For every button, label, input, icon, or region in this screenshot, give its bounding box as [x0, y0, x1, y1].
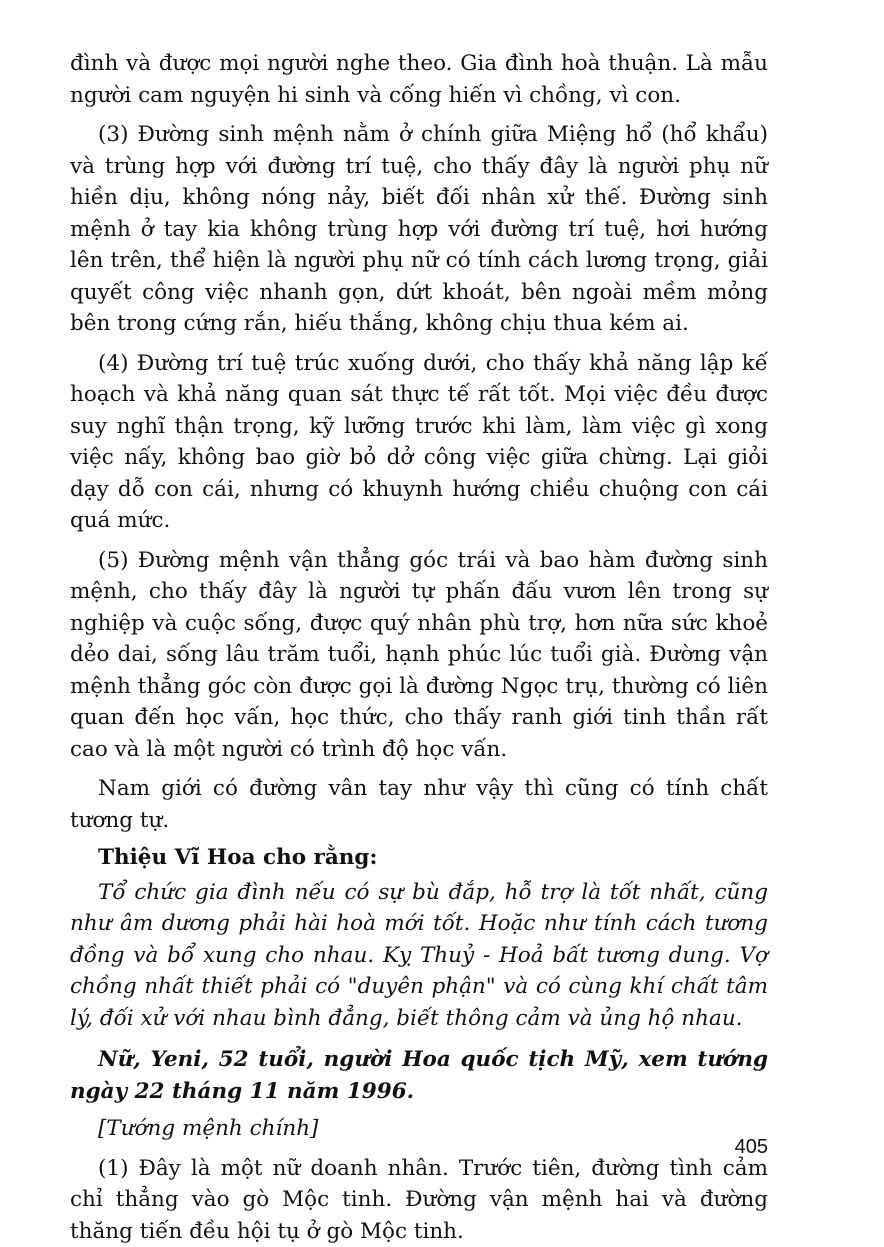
paragraph-5: (5) Đường mệnh vận thẳng góc trái và bao hàm đường sinh mệnh, cho thấy đây là người tự phấn đấu vươn lên trong sự nghiệp và cuộc sống, được quý nhân phù trợ, hơn nữa sức khoẻ dẻo dai, sống lâu trăm tuổi, hạnh phúc lúc tuổi già. Đường vận mệnh thẳng góc còn được gọi là đường Ngọc trụ, thường có liên quan đến học vấn, học thức, cho thấy ranh giới tinh thần rất cao và là một người có trình độ học vấn.: [70, 545, 768, 766]
paragraph-male-note: Nam giới có đường vân tay như vậy thì cũng có tính chất tương tự.: [70, 773, 768, 836]
commentary-text: Tổ chức gia đình nếu có sự bù đắp, hỗ trợ là tốt nhất, cũng như âm dương phải hài hoà mới tốt. Hoặc như tính cách tương đồng và bổ xung cho nhau. Kỵ Thuỷ - Hoả bất tương dung. Vợ chồng nhất thiết phải có "duyên phận" và có cùng khí chất tâm lý, đối xử với nhau bình đẳng, biết thông cảm và ủng hộ nhau.: [70, 877, 768, 1035]
paragraph-4: (4) Đường trí tuệ trúc xuống dưới, cho thấy khả năng lập kế hoạch và khả năng quan sát thực tế rất tốt. Mọi việc đều được suy nghĩ thận trọng, kỹ lưỡng trước khi làm, làm việc gì xong việc nấy, không bao giờ bỏ dở công việc giữa chừng. Lại giỏi dạy dỗ con cái, nhưng có khuynh hướng chiều chuộng con cái quá mức.: [70, 348, 768, 537]
paragraph-3: (3) Đường sinh mệnh nằm ở chính giữa Miệng hổ (hổ khẩu) và trùng hợp với đường trí tuệ, cho thấy đây là người phụ nữ hiền dịu, không nóng nảy, biết đối nhân xử thế. Đường sinh mệnh ở tay kia không trùng hợp với đường trí tuệ, hơi hướng lên trên, thể hiện là người phụ nữ có tính cách lương trọng, giải quyết công việc nhanh gọn, dứt khoát, bên ngoài mềm mỏng bên trong cứng rắn, hiếu thắng, không chịu thua kém ai.: [70, 119, 768, 340]
commentary-heading: Thiệu Vĩ Hoa cho rằng:: [70, 842, 768, 874]
section-label: [Tướng mệnh chính]: [70, 1113, 768, 1145]
paragraph-case-1: (1) Đây là một nữ doanh nhân. Trước tiên, đường tình cảm chỉ thẳng vào gò Mộc tinh. Đường vận mệnh hai và đường thăng tiến đều hội tụ ở gò Mộc tinh.: [70, 1153, 768, 1247]
case-heading: Nữ, Yeni, 52 tuổi, người Hoa quốc tịch Mỹ, xem tướng ngày 22 tháng 11 năm 1996.: [70, 1044, 768, 1107]
paragraph-continuation: đình và được mọi người nghe theo. Gia đình hoà thuận. Là mẫu người cam nguyện hi sinh và cống hiến vì chồng, vì con.: [70, 48, 768, 111]
page-number: 405: [735, 1136, 768, 1159]
